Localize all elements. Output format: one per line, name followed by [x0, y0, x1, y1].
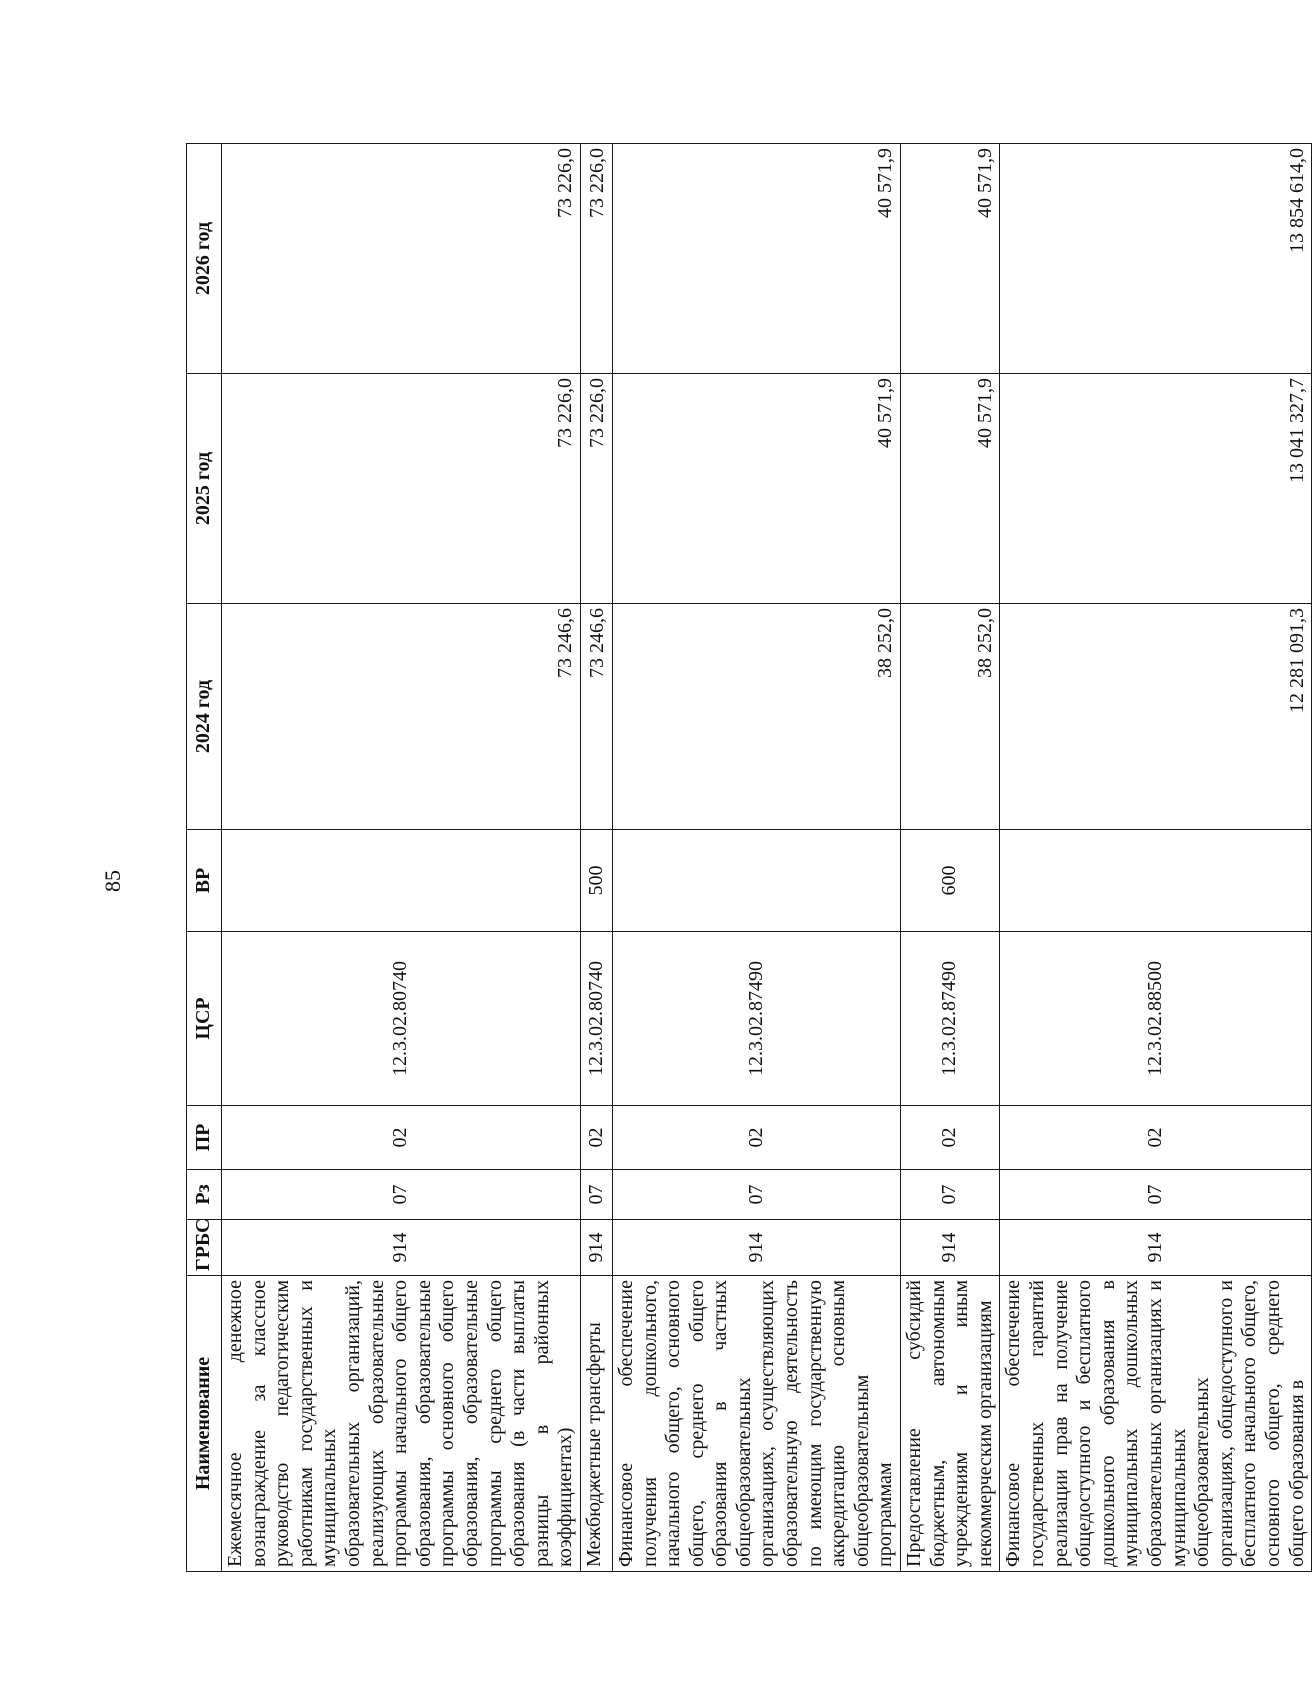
header-2025: 2025 год — [187, 374, 222, 604]
table-header-row — [187, 144, 222, 1572]
header-2026: 2026 год — [187, 144, 222, 374]
cell-name: Межбюджетные трансферты — [580, 1276, 612, 1572]
cell-2025: 40 571,9 — [901, 374, 1000, 604]
cell-grbs: 914 — [580, 1220, 612, 1276]
header-rz: Рз — [187, 1170, 222, 1220]
header-vr: ВР — [187, 830, 222, 932]
cell-pr: 02 — [901, 1106, 1000, 1170]
cell-grbs: 914 — [222, 1220, 581, 1276]
cell-2024: 38 252,0 — [612, 604, 900, 830]
cell-2024: 73 246,6 — [222, 604, 581, 830]
cell-2025: 73 226,0 — [580, 374, 612, 604]
cell-name: Предоставление субсидий бюджетным, автономным учреждениям и иным некоммерческим организациям — [901, 1276, 1000, 1572]
cell-vr — [1000, 830, 1312, 932]
cell-csr: 12.3.02.80740 — [222, 932, 581, 1106]
header-grbs: ГРБС — [187, 1220, 222, 1276]
cell-rz: 07 — [580, 1170, 612, 1220]
cell-2026: 40 571,9 — [612, 144, 900, 374]
cell-2025: 40 571,9 — [612, 374, 900, 604]
cell-name: Финансовое обеспечение государственных гарантий реализации прав на получение общедоступного и бесплатного дошкольного образования в муниципальных дошкольных образовательных организациях и муниципальных общеобразовательных организациях, общедоступного и бесплатного начального общего, основного общего, среднего общего образования в — [1000, 1276, 1312, 1572]
page-number: 85 — [100, 870, 125, 892]
cell-pr: 02 — [222, 1106, 581, 1170]
cell-vr: 500 — [580, 830, 612, 932]
cell-rz: 07 — [612, 1170, 900, 1220]
table-row — [612, 144, 900, 1572]
cell-pr: 02 — [580, 1106, 612, 1170]
cell-pr: 02 — [612, 1106, 900, 1170]
header-csr: ЦСР — [187, 932, 222, 1106]
cell-csr: 12.3.02.88500 — [1000, 932, 1312, 1106]
cell-csr: 12.3.02.87490 — [901, 932, 1000, 1106]
cell-rz: 07 — [1000, 1170, 1312, 1220]
cell-vr: 600 — [901, 830, 1000, 932]
cell-2024: 12 281 091,3 — [1000, 604, 1312, 830]
cell-rz: 07 — [901, 1170, 1000, 1220]
header-pr: ПР — [187, 1106, 222, 1170]
budget-table — [186, 143, 1312, 1572]
rotated-table-container — [186, 144, 1308, 1572]
cell-rz: 07 — [222, 1170, 581, 1220]
cell-2026: 73 226,0 — [222, 144, 581, 374]
cell-vr — [612, 830, 900, 932]
table-row — [222, 144, 581, 1572]
cell-2025: 73 226,0 — [222, 374, 581, 604]
cell-2026: 73 226,0 — [580, 144, 612, 374]
table-row — [580, 144, 612, 1572]
cell-grbs: 914 — [612, 1220, 900, 1276]
cell-2026: 13 854 614,0 — [1000, 144, 1312, 374]
cell-csr: 12.3.02.80740 — [580, 932, 612, 1106]
cell-name: Ежемесячное денежное вознаграждение за классное руководство педагогическим работникам государственных и муниципальных образовательных организаций, реализующих образовательные программы начального общего образования, образовательные программы основного общего образования, образовательные программы среднего общего образования (в части выплаты разницы в районных коэффициентах) — [222, 1276, 581, 1572]
table-row — [1000, 144, 1312, 1572]
cell-2024: 38 252,0 — [901, 604, 1000, 830]
cell-grbs: 914 — [1000, 1220, 1312, 1276]
table-row — [901, 144, 1000, 1572]
cell-name: Финансовое обеспечение получения дошкольного, начального общего, основного общего, среднего общего образования в частных общеобразовательных организациях, осуществляющих образовательную деятельность по имеющим государственную аккредитацию основным общеобразовательным программам — [612, 1276, 900, 1572]
table-viewport — [186, 144, 1308, 1572]
cell-csr: 12.3.02.87490 — [612, 932, 900, 1106]
cell-2026: 40 571,9 — [901, 144, 1000, 374]
cell-2025: 13 041 327,7 — [1000, 374, 1312, 604]
header-name: Наименование — [187, 1276, 222, 1572]
cell-vr — [222, 830, 581, 932]
cell-pr: 02 — [1000, 1106, 1312, 1170]
cell-2024: 73 246,6 — [580, 604, 612, 830]
cell-grbs: 914 — [901, 1220, 1000, 1276]
header-2024: 2024 год — [187, 604, 222, 830]
